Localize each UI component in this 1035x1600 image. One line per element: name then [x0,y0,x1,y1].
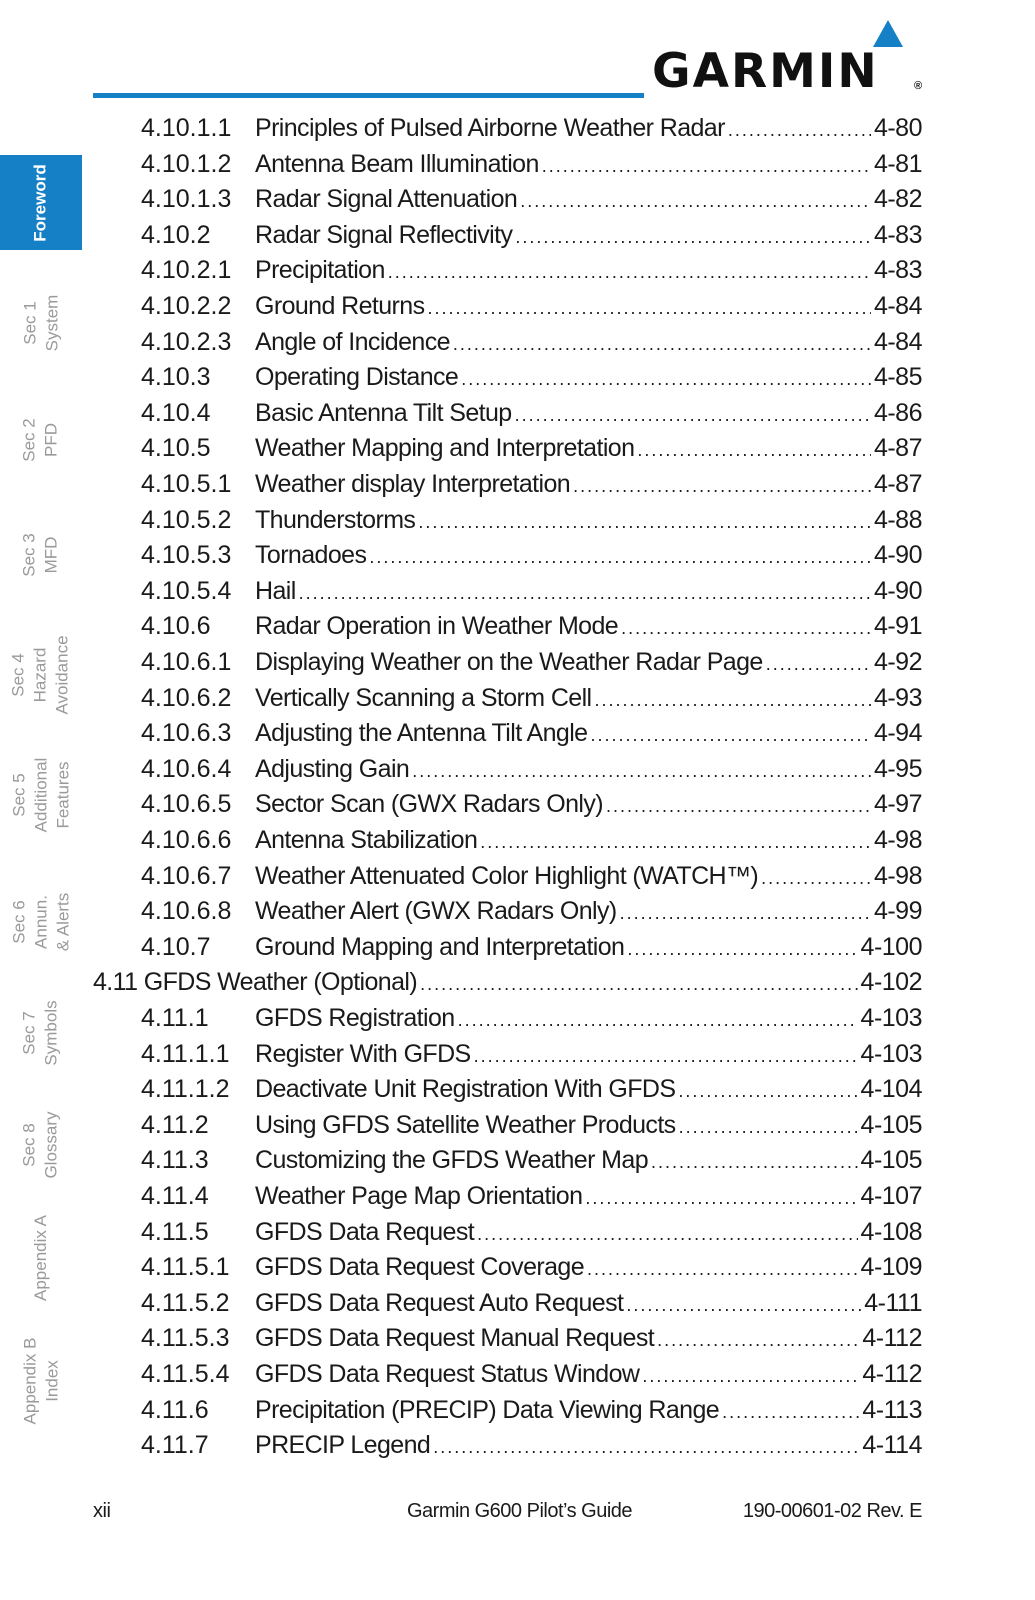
toc-entry[interactable] [0,537,922,573]
toc-section-title: GFDS Data Request Status Window [255,1360,640,1388]
toc-dot-leader [620,895,871,931]
toc-entry[interactable] [0,1214,922,1250]
toc-section-title: Hail [255,576,296,605]
toc-dot-leader [728,112,871,148]
toc-page-number: 4-97 [873,790,922,819]
toc-page-number: 4-114 [862,1431,922,1460]
toc-entry[interactable] [0,573,922,609]
toc-page-number: 4-105 [860,1146,922,1175]
toc-dot-leader [761,860,871,896]
toc-dot-leader [299,575,871,611]
toc-section-number: 4.11.7 [141,1431,209,1460]
toc-dot-leader [418,504,871,540]
toc-section-number: 4.11.4 [141,1182,209,1210]
toc-entry[interactable] [0,786,922,822]
toc-page-number: 4-85 [873,363,922,392]
toc-page-number: 4-112 [862,1360,922,1388]
toc-entry[interactable] [0,1178,922,1214]
toc-dot-leader [626,1287,861,1323]
toc-entry[interactable] [0,644,922,680]
toc-section-number: 4.11.5.3 [141,1324,230,1353]
toc-dot-leader [657,1322,859,1358]
toc-section-title: GFDS Data Request [255,1217,475,1246]
toc-section-number: 4.11.5 [141,1217,209,1246]
toc-entry[interactable] [0,822,922,858]
toc-entry[interactable] [0,181,922,217]
toc-page-number: 4-113 [862,1395,922,1424]
toc-section-title: Adjusting Gain [255,754,410,783]
toc-page-number: 4-112 [862,1324,922,1353]
toc-entry[interactable] [0,217,922,253]
toc-section-title: Precipitation (PRECIP) Data Viewing Range [255,1395,720,1424]
toc-dot-leader [420,966,857,1002]
toc-entry[interactable] [0,466,922,502]
toc-entry[interactable] [0,680,922,716]
toc-page-number: 4-83 [873,220,922,249]
side-tab-label: Sec 4 Hazard Avoidance [9,634,72,715]
toc-section-title: Adjusting the Antenna Tilt Angle [255,719,588,748]
toc-dot-leader [453,326,871,362]
toc-page-number: 4-88 [873,505,922,534]
toc-section-title: Antenna Beam Illumination [255,149,539,178]
logo-text: GARMIN [652,44,879,99]
toc-entry[interactable] [0,1427,922,1463]
toc-entry[interactable] [0,1071,922,1107]
toc-dot-leader [461,361,871,397]
toc-section-number: 4.10.6.7 [141,861,232,890]
toc-page-number: 4-87 [873,470,922,498]
toc-section-title: GFDS Data Request Auto Request [255,1288,624,1317]
toc-section-number: 4.10.1.2 [141,149,232,178]
toc-section-number: 4.11.1.1 [141,1039,230,1068]
toc-section-number: 4.10.1.1 [141,114,232,142]
toc-section-number: 4.10.5.1 [141,470,232,498]
toc-entry[interactable] [0,858,922,894]
toc-dot-leader [433,1429,859,1465]
toc-page-number: 4-108 [860,1217,922,1246]
toc-entry[interactable] [0,502,922,538]
toc-page-number: 4-98 [873,826,922,854]
toc-section-title: GFDS Data Request Manual Request [255,1324,655,1353]
side-tab-label: Appendix A [31,1214,51,1301]
toc-dot-leader [573,468,871,504]
toc-dot-leader [678,1073,857,1109]
toc-section-number: 4.10.2 [141,220,211,249]
toc-entry[interactable] [0,715,922,751]
toc-dot-leader [515,397,871,433]
toc-page-number: 4-94 [873,719,922,748]
toc-entry[interactable] [0,324,922,360]
toc-entry[interactable] [0,146,922,182]
toc-section-title: Radar Operation in Weather Mode [255,612,619,641]
toc-page-number: 4-100 [860,932,922,961]
toc-page-number: 4-109 [860,1253,922,1282]
toc-page-number: 4-111 [864,1288,922,1317]
toc-section-title: Displaying Weather on the Weather Radar Page [255,648,763,676]
toc-section-title: Tornadoes [255,541,367,570]
toc-dot-leader [427,290,870,326]
toc-page-number: 4-86 [873,398,922,427]
toc-page-number: 4-105 [860,1110,922,1139]
toc-section-number: 4.11.1 [141,1004,209,1032]
toc-dot-leader [520,183,871,219]
side-tab-label: Sec 8 Glossary [19,1111,61,1179]
toc-page-number: 4-92 [873,648,922,676]
toc-dot-leader [477,1216,857,1252]
toc-section-title: Thunderstorms [255,505,416,534]
toc-section-number: 4.11.5.4 [141,1360,230,1388]
toc-entry[interactable] [0,1392,922,1428]
toc-entry[interactable] [0,1036,922,1072]
toc-entry[interactable] [0,430,922,466]
toc-section-number: 4.10.5 [141,434,211,463]
toc-dot-leader [595,682,871,718]
toc-dot-leader [585,1180,857,1216]
toc-section-number: 4.10.7 [141,932,211,961]
toc-dot-leader [606,788,871,824]
toc-dot-leader [590,717,871,753]
toc-entry[interactable] [0,1249,922,1285]
side-tab-label: Foreword [30,163,50,242]
toc-page-number: 4-87 [873,434,922,463]
toc-entry[interactable] [0,751,922,787]
toc-section-number: 4.10.2.3 [141,327,232,356]
toc-page-number: 4-82 [873,185,922,214]
toc-section-title: Weather display Interpretation [255,470,571,498]
toc-entry[interactable] [0,1320,922,1356]
toc-dot-leader [480,824,871,860]
toc-section-title: Vertically Scanning a Storm Cell [255,683,592,712]
toc-entry[interactable] [0,288,922,324]
toc-section-number: 4.10.2.1 [141,256,232,285]
toc-page-number: 4-80 [873,114,922,142]
toc-section-title: Operating Distance [255,363,459,392]
toc-section-number: 4.10.2.2 [141,292,232,320]
toc-page-number: 4-84 [873,292,922,320]
toc-section-title: Deactivate Unit Registration With GFDS [255,1075,676,1104]
toc-section-title: Register With GFDS [255,1039,471,1068]
toc-page-number: 4-107 [860,1182,922,1210]
side-tab-label: Sec 5 Additional Features [8,757,72,833]
toc-section-number: 4.10.6.5 [141,790,232,819]
side-tab-label: Appendix B Index [20,1337,62,1424]
logo-triangle-icon [873,20,903,47]
toc-section-title: Basic Antenna Tilt Setup [255,398,512,427]
toc-entry[interactable] [0,395,922,431]
toc-entry[interactable] [0,252,922,288]
toc-page-number: 4-91 [873,612,922,641]
toc-dot-leader [474,1038,858,1074]
toc-entry[interactable] [0,1142,922,1178]
toc-section-number: 4.10.6 [141,612,211,641]
toc-page-number: 4-98 [873,861,922,890]
toc-section-number: 4.10.6.6 [141,826,232,854]
toc-section-title: Weather Mapping and Interpretation [255,434,635,463]
toc-section-number: 4.10.5.2 [141,505,232,534]
toc-entry[interactable] [0,1285,922,1321]
toc-entry[interactable] [0,964,922,1000]
footer-doc-number: 190-00601-02 Rev. E [742,1500,922,1522]
toc-section-number: 4.10.6.3 [141,719,232,748]
toc-section-title: Customizing the GFDS Weather Map [255,1146,648,1175]
footer-page-number: xii [93,1500,111,1522]
toc-dot-leader [627,931,857,967]
toc-page-number: 4-83 [873,256,922,285]
toc-page-number: 4-103 [860,1004,922,1032]
toc-section-number: 4.10.5.4 [141,576,232,605]
toc-page-number: 4-93 [873,683,922,712]
toc-entry[interactable] [0,893,922,929]
side-tab-label: Sec 7 Symbols [20,1000,61,1066]
toc-section-number: 4.10.3 [141,363,211,392]
logo-registered-mark: ® [914,80,923,92]
toc-section-title: Angle of Incidence [255,327,450,356]
toc-section-number: 4.11.6 [141,1395,209,1424]
toc-entry[interactable] [0,1107,922,1143]
garmin-logo [652,18,932,100]
toc-dot-leader [542,148,871,184]
toc-section-title: Radar Signal Attenuation [255,185,518,214]
toc-section-title: GFDS Data Request Coverage [255,1253,585,1282]
toc-entry[interactable] [0,1356,922,1392]
toc-page-number: 4-102 [860,968,922,997]
toc-dot-leader [587,1251,858,1287]
toc-page-number: 4-90 [873,576,922,605]
header-rule [93,93,644,98]
toc-dot-leader [651,1144,858,1180]
toc-dot-leader [369,539,871,575]
side-tab-label: Sec 2 PFD [19,418,61,462]
toc-section-number: 4.10.5.3 [141,541,232,570]
toc-dot-leader [515,219,871,255]
toc-dot-leader [679,1109,858,1145]
side-tab-label: Sec 3 MFD [19,533,61,577]
toc-section-title: Using GFDS Satellite Weather Products [255,1110,676,1139]
toc-section-title: Weather Alert (GWX Radars Only) [255,897,617,926]
toc-section-number: 4.11.1.2 [141,1075,230,1104]
toc-section-title: Sector Scan (GWX Radars Only) [255,790,603,819]
toc-page-number: 4-104 [860,1075,922,1104]
toc-section-title: Ground Returns [255,292,425,320]
toc-section-title: GFDS Registration [255,1004,455,1032]
toc-section-number: 4.11.5.1 [141,1253,230,1282]
toc-dot-leader [621,610,871,646]
toc-section-number: 4.10.6.8 [141,897,232,926]
toc-dot-leader [458,1002,858,1038]
toc-section-title: Weather Page Map Orientation [255,1182,583,1210]
toc-section-number: 4.11.3 [141,1146,209,1175]
toc-section-title: Weather Attenuated Color Highlight (WATCH™) [255,861,759,890]
toc-entry[interactable] [0,110,922,146]
toc-section-number: 4.10.6.4 [141,754,232,783]
toc-page-number: 4-81 [873,149,922,178]
toc-dot-leader [637,432,871,468]
toc-dot-leader [412,753,871,789]
toc-section-number: 4.10.6.2 [141,683,232,712]
toc-section-number: 4.10.4 [141,398,211,427]
toc-entry[interactable] [0,929,922,965]
toc-section-title: Precipitation [255,256,385,285]
toc-section-title: PRECIP Legend [255,1431,431,1460]
toc-dot-leader [642,1358,859,1394]
toc-section-title: Antenna Stabilization [255,826,478,854]
toc-page-number: 4-103 [860,1039,922,1068]
toc-section-title: 4.11 GFDS Weather (Optional) [93,968,418,997]
toc-dot-leader [722,1394,859,1430]
toc-entry[interactable] [0,359,922,395]
toc-section-title: Ground Mapping and Interpretation [255,932,625,961]
side-tab-label: Sec 1 System [20,294,61,352]
footer-guide-title: Garmin G600 Pilot’s Guide [407,1500,633,1522]
toc-dot-leader [388,254,871,290]
toc-section-number: 4.10.6.1 [141,648,232,676]
toc-page-number: 4-84 [873,327,922,356]
toc-section-number: 4.10.1.3 [141,185,232,214]
toc-dot-leader [766,646,871,682]
toc-section-number: 4.11.5.2 [141,1288,230,1317]
toc-entry[interactable] [0,608,922,644]
toc-page-number: 4-90 [873,541,922,570]
toc-section-title: Radar Signal Reflectivity [255,220,513,249]
toc-page-number: 4-95 [873,754,922,783]
toc-section-title: Principles of Pulsed Airborne Weather Radar [255,114,725,142]
side-tab-label: Sec 6 Annun. & Alerts [9,892,72,952]
toc-entry[interactable] [0,1000,922,1036]
toc-page-number: 4-99 [873,897,922,926]
toc-section-number: 4.11.2 [141,1110,209,1139]
